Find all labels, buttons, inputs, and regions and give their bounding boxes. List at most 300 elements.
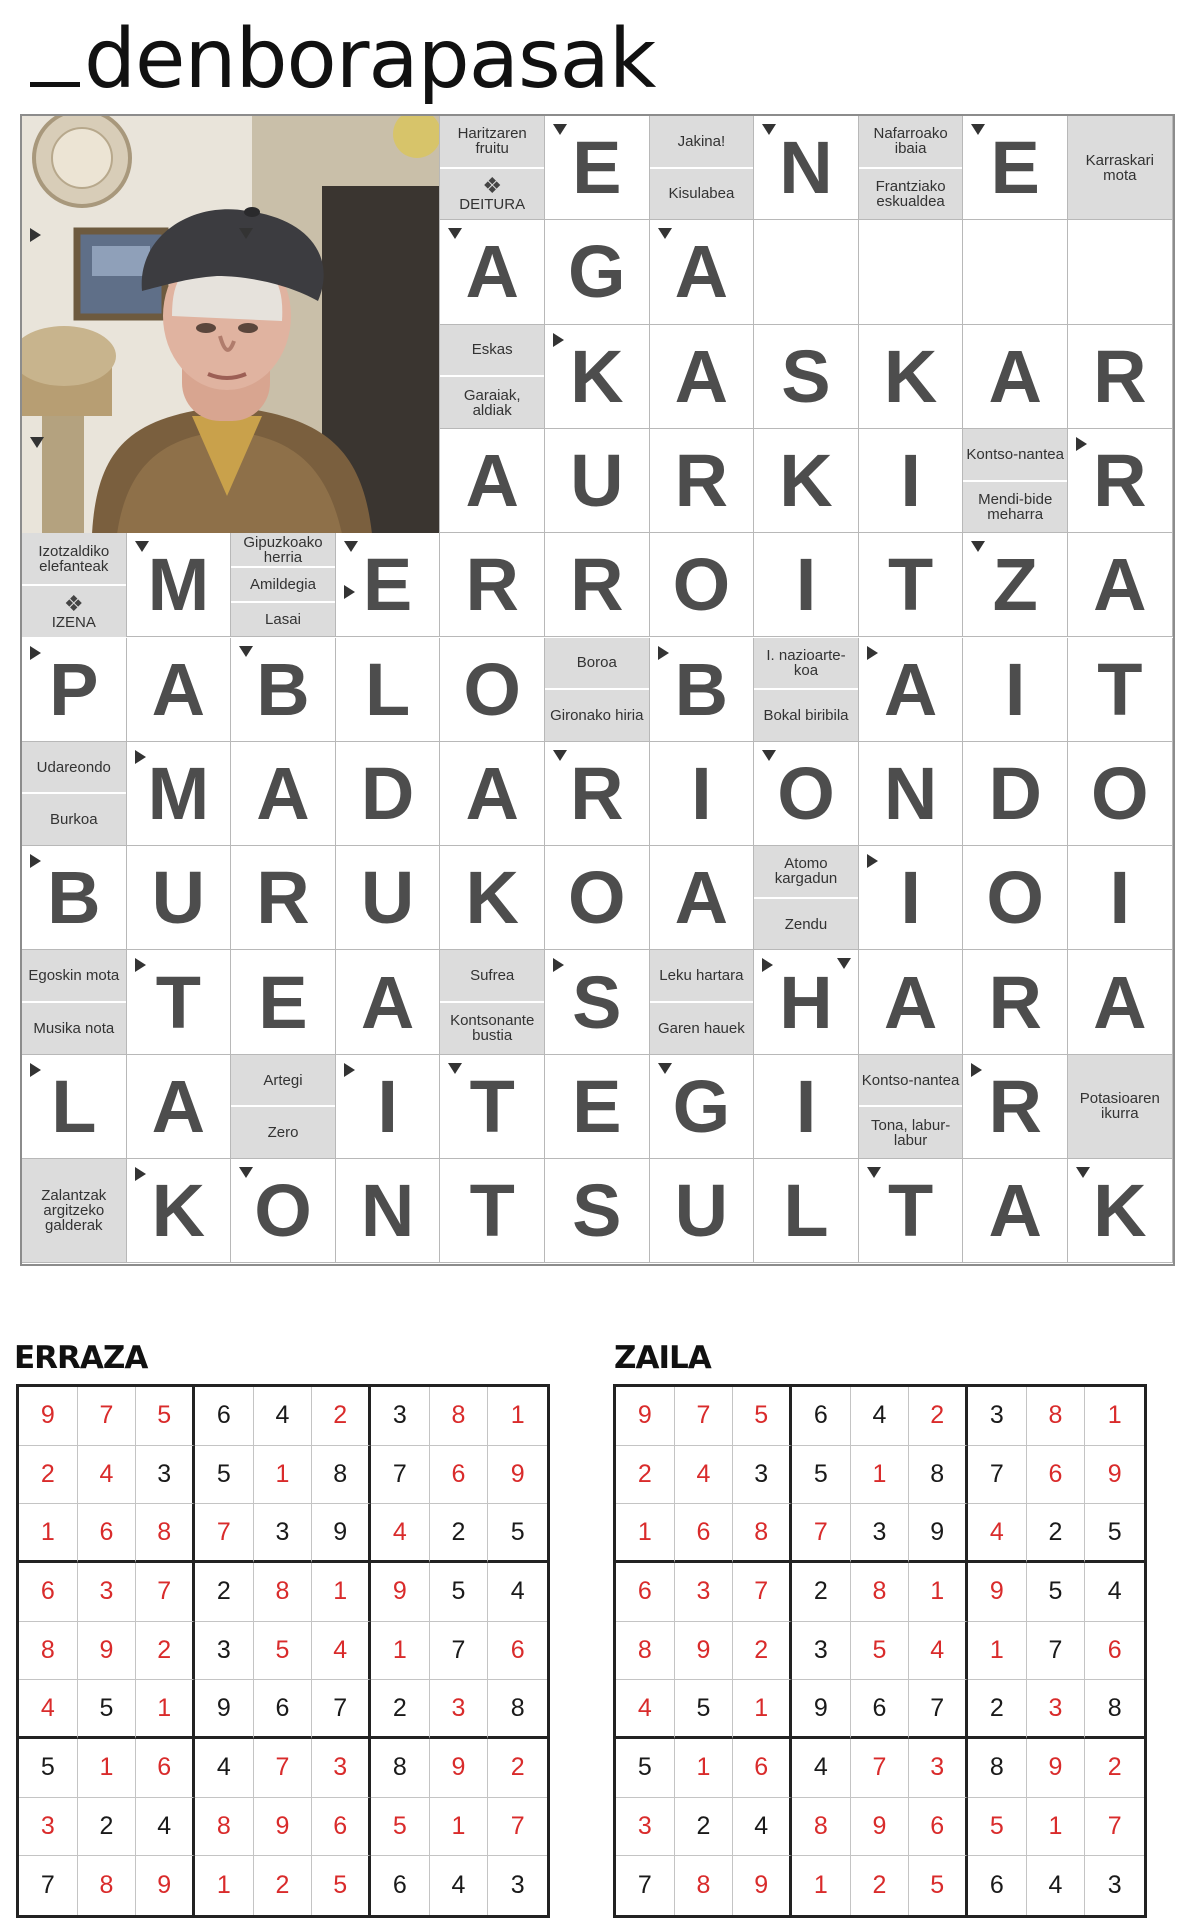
sudoku-cell: 8	[733, 1504, 792, 1563]
crossword-letter: R	[465, 543, 519, 627]
clue-cell	[22, 950, 127, 1054]
crossword-letter: T	[469, 1169, 515, 1253]
sudoku-cell: 1	[371, 1622, 430, 1681]
crossword-letter: K	[1093, 1169, 1147, 1253]
arrow-down-icon	[971, 124, 985, 135]
sudoku-cell: 9	[851, 1798, 910, 1857]
crossword-letter: R	[256, 856, 310, 940]
sudoku-cell: 4	[195, 1739, 254, 1798]
sudoku-cell: 4	[488, 1563, 547, 1622]
sudoku-cell: 3	[968, 1387, 1027, 1446]
crossword-letter: B	[47, 856, 101, 940]
crossword-letter-cell	[545, 846, 650, 950]
sudoku-cell: 3	[195, 1622, 254, 1681]
clue-part	[754, 846, 858, 897]
crossword-letter: G	[672, 1064, 731, 1148]
clue-part	[1068, 116, 1172, 219]
sudoku-cell: 1	[851, 1446, 910, 1505]
sudoku-cell: 9	[19, 1387, 78, 1446]
arrow-right-icon	[867, 646, 878, 660]
sudoku-cell: 2	[19, 1446, 78, 1505]
arrow-down-icon	[344, 541, 358, 552]
sudoku-cell: 9	[616, 1387, 675, 1446]
crossword-letter-cell	[127, 1055, 232, 1159]
crossword-letter-cell	[545, 1159, 650, 1263]
crossword-letter: U	[674, 1169, 729, 1253]
sudoku-cell: 8	[371, 1739, 430, 1798]
crossword-letter: T	[469, 1064, 515, 1148]
crossword-letter-cell	[545, 533, 650, 637]
crossword-letter: L	[364, 647, 411, 731]
crossword-letter: R	[1093, 334, 1147, 418]
sudoku-cell: 4	[733, 1798, 792, 1857]
sudoku-cell: 5	[195, 1446, 254, 1505]
diamond-icon: ❖	[482, 173, 503, 199]
clue-cell	[440, 950, 545, 1054]
arrow-down-icon	[762, 124, 776, 135]
crossword-letter-cell	[650, 325, 755, 429]
sudoku-cell: 1	[733, 1680, 792, 1739]
crossword-letter-cell	[963, 638, 1068, 742]
sudoku-cell: 5	[616, 1739, 675, 1798]
crossword-letter: A	[256, 751, 310, 835]
sudoku-cell: 1	[675, 1739, 734, 1798]
clue-text: Bokal biribila	[763, 706, 849, 724]
crossword-letter: R	[570, 751, 624, 835]
crossword-letter-cell	[650, 1159, 755, 1263]
arrow-right-icon	[867, 854, 878, 868]
crossword-letter-cell	[754, 1055, 859, 1159]
crossword-letter: A	[674, 334, 729, 418]
sudoku-cell: 6	[792, 1387, 851, 1446]
crossword-letter: B	[256, 647, 310, 731]
sudoku-cell: 3	[430, 1680, 489, 1739]
crossword-letter-cell	[336, 638, 441, 742]
sudoku-cell: 6	[1027, 1446, 1086, 1505]
sudoku-cell: 9	[371, 1563, 430, 1622]
arrow-down-icon	[239, 228, 253, 239]
crossword-letter: A	[1093, 543, 1147, 627]
arrow-right-icon	[30, 854, 41, 868]
clue-text: Zero	[267, 1124, 299, 1142]
crossword-letter: O	[672, 543, 731, 627]
clue-text: Eskas	[471, 341, 513, 359]
arrow-right-icon	[30, 646, 41, 660]
clue-text: Haritzaren fruitu	[457, 125, 527, 158]
crossword-letter: E	[362, 543, 413, 627]
sudoku-cell: 9	[430, 1739, 489, 1798]
sudoku-cell: 7	[909, 1680, 968, 1739]
clue-text: Jakina!	[677, 132, 726, 150]
title-underscore	[30, 82, 80, 87]
sudoku-cell: 8	[792, 1798, 851, 1857]
clue-cell	[859, 1055, 964, 1159]
sudoku-cell: 7	[254, 1739, 313, 1798]
crossword-letter: I	[795, 543, 817, 627]
arrow-down-icon	[135, 541, 149, 552]
clue-text: Zalantzak argitzeko galderak	[41, 1187, 107, 1235]
sudoku-cell: 3	[1107, 1871, 1122, 1900]
sudoku-cell: 3	[254, 1504, 313, 1563]
crossword-letter: T	[1097, 647, 1143, 731]
sudoku-cell: 8	[78, 1856, 137, 1915]
crossword-letter: D	[988, 751, 1042, 835]
sudoku-cell: 7	[1085, 1798, 1144, 1857]
crossword-letter: I	[377, 1064, 398, 1148]
sudoku-cell: 7	[675, 1387, 734, 1446]
clue-text: DEITURA	[459, 196, 526, 214]
sudoku-cell: 1	[909, 1563, 968, 1622]
clue-part	[22, 533, 126, 584]
sudoku-cell: 9	[733, 1856, 792, 1915]
sudoku-cell: 2	[430, 1504, 489, 1563]
crossword-letter: A	[883, 960, 938, 1044]
clue-cell	[440, 325, 545, 429]
crossword-letter-cell	[754, 429, 859, 533]
sudoku-cell: 8	[616, 1622, 675, 1681]
sudoku-cell: 4	[1027, 1856, 1086, 1915]
crossword-letter: A	[151, 647, 206, 731]
clue-text: Gironako hiria	[550, 706, 644, 724]
crossword-letter: Z	[992, 543, 1038, 627]
clue-part	[754, 897, 858, 950]
crossword-letter-cell	[754, 533, 859, 637]
crossword-letter-cell	[127, 638, 232, 742]
crossword-letter: N	[883, 751, 938, 835]
clue-text: Burkoa	[50, 811, 98, 829]
crossword-letter: I	[1109, 856, 1131, 940]
sudoku-cell: 3	[909, 1739, 968, 1798]
clue-text: Lasai	[265, 611, 301, 629]
crossword-letter-cell	[336, 950, 441, 1054]
sudoku-cell: 1	[78, 1739, 137, 1798]
clue-part	[440, 167, 544, 220]
crossword-grid	[20, 114, 1175, 1266]
sudoku-cell: 7	[78, 1387, 137, 1446]
sudoku-cell: 3	[19, 1798, 78, 1857]
sudoku-cell: 3	[792, 1622, 851, 1681]
sudoku-cell: 8	[968, 1739, 1027, 1798]
crossword-letter: U	[570, 439, 624, 523]
clue-text: Garaiak, aldiak	[463, 386, 521, 419]
arrow-right-icon	[1076, 437, 1087, 451]
crossword-letter: S	[781, 334, 831, 418]
sudoku-cell: 5	[19, 1739, 78, 1798]
clue-cell	[22, 533, 127, 637]
sudoku-cell: 2	[1027, 1504, 1086, 1563]
sudoku-cell: 6	[371, 1856, 430, 1915]
crossword-letter-cell	[440, 742, 545, 846]
crossword-letter-cell	[963, 1159, 1068, 1263]
crossword-letter-cell	[440, 429, 545, 533]
sudoku-cell: 4	[371, 1504, 430, 1563]
sudoku-cell: 9	[488, 1446, 547, 1505]
arrow-down-icon	[239, 646, 253, 657]
clue-text: Sufrea	[470, 967, 515, 985]
arrow-down-icon	[553, 750, 567, 761]
clue-part	[963, 480, 1067, 533]
crossword-letter: R	[570, 543, 624, 627]
sudoku-cell: 4	[430, 1856, 489, 1915]
arrow-right-icon	[658, 646, 669, 660]
crossword-letter: A	[674, 856, 729, 940]
crossword-letter-cell	[963, 220, 1068, 324]
crossword-photo	[22, 116, 440, 534]
clue-cell	[231, 1055, 336, 1159]
crossword-letter-cell	[545, 220, 650, 324]
crossword-letter-cell	[336, 846, 441, 950]
clue-part	[859, 167, 963, 220]
clue-text: Kontso-nantea	[966, 445, 1064, 463]
sudoku-cell: 7	[136, 1563, 195, 1622]
sudoku-cell: 2	[1085, 1739, 1144, 1798]
sudoku-cell: 1	[616, 1504, 675, 1563]
arrow-right-icon	[135, 1167, 146, 1181]
sudoku-cell: 9	[1085, 1446, 1144, 1505]
sudoku-cell: 9	[195, 1680, 254, 1739]
sudoku-cell: 2	[371, 1680, 430, 1739]
crossword-letter: A	[465, 751, 519, 835]
clue-text: Amildegia	[250, 576, 316, 594]
sudoku-cell: 2	[616, 1446, 675, 1505]
sudoku-cell: 4	[19, 1680, 78, 1739]
crossword-letter: A	[674, 230, 729, 314]
sudoku-cell: 6	[488, 1622, 547, 1681]
crossword-letter-cell	[545, 429, 650, 533]
clue-part	[440, 375, 544, 428]
arrow-down-icon	[553, 124, 567, 135]
sudoku-cell: 6	[78, 1504, 137, 1563]
crossword-letter: I	[900, 439, 921, 523]
crossword-letter-cell	[336, 1159, 441, 1263]
crossword-letter: E	[990, 126, 1040, 210]
sudoku-cell: 6	[968, 1856, 1027, 1915]
sudoku-cell: 4	[1085, 1563, 1144, 1622]
clue-part	[440, 1001, 544, 1054]
arrow-down-icon	[971, 541, 985, 552]
crossword-letter: A	[465, 439, 519, 523]
crossword-letter-cell	[963, 846, 1068, 950]
crossword-letter: T	[887, 543, 934, 627]
clue-cell	[754, 638, 859, 742]
crossword-letter: I	[1004, 647, 1026, 731]
crossword-letter-cell	[754, 220, 859, 324]
crossword-letter-cell	[231, 846, 336, 950]
clue-text: Mendi-bide meharra	[978, 490, 1053, 523]
crossword-letter-cell	[754, 1159, 859, 1263]
arrow-down-icon	[239, 1167, 253, 1178]
clue-text: Artegi	[263, 1071, 303, 1089]
sudoku-cell: 7	[371, 1446, 430, 1505]
crossword-letter: I	[691, 751, 712, 835]
arrow-right-icon	[30, 228, 41, 242]
sudoku-cell: 7	[312, 1680, 371, 1739]
sudoku-cell: 3	[312, 1739, 371, 1798]
sudoku-cell: 2	[488, 1739, 547, 1798]
sudoku-cell: 4	[909, 1622, 968, 1681]
clue-text: Potasioaren ikurra	[1079, 1090, 1160, 1123]
sudoku-cell: 7	[968, 1446, 1027, 1505]
clue-part	[754, 688, 858, 741]
sudoku-cell: 6	[733, 1739, 792, 1798]
clue-part	[650, 1001, 754, 1054]
clue-text: Nafarroako ibaia	[873, 125, 948, 158]
crossword-letter-cell	[754, 325, 859, 429]
sudoku-cell: 4	[851, 1387, 910, 1446]
crossword-letter: R	[674, 439, 729, 523]
sudoku-cell: 2	[733, 1622, 792, 1681]
sudoku-cell: 9	[792, 1680, 851, 1739]
sudoku-cell: 3	[851, 1504, 910, 1563]
crossword-letter-cell	[859, 325, 964, 429]
crossword-letter-cell	[650, 846, 755, 950]
sudoku-cell: 8	[1085, 1680, 1144, 1739]
clue-cell	[22, 742, 127, 846]
clue-part	[231, 566, 335, 601]
crossword-letter: G	[568, 230, 626, 314]
clue-text: Frantziako eskualdea	[875, 177, 946, 210]
crossword-letter-cell	[127, 846, 232, 950]
clue-cell	[1068, 1055, 1173, 1159]
clue-part	[22, 1159, 126, 1262]
sudoku-cell: 3	[1027, 1680, 1086, 1739]
clue-text: Musika nota	[33, 1019, 115, 1037]
sudoku-cell: 1	[488, 1387, 547, 1446]
page-title-text: denborapasak	[84, 12, 656, 107]
crossword-letter-cell	[963, 742, 1068, 846]
clue-part	[859, 116, 963, 167]
sudoku-cell: 1	[1085, 1387, 1144, 1446]
crossword-letter-cell	[859, 429, 964, 533]
sudoku-cell: 5	[792, 1446, 851, 1505]
clue-part	[650, 167, 754, 220]
crossword-letter: A	[883, 647, 938, 731]
crossword-letter-cell	[650, 533, 755, 637]
clue-part	[22, 950, 126, 1001]
crossword-letter-cell	[1068, 325, 1173, 429]
crossword-letter: O	[254, 1169, 312, 1253]
sudoku-cell: 9	[1027, 1739, 1086, 1798]
sudoku-cell: 2	[78, 1798, 137, 1857]
sudoku-cell: 6	[851, 1680, 910, 1739]
sudoku-cell: 3	[78, 1563, 137, 1622]
crossword-letter: P	[49, 647, 99, 731]
crossword-letter: U	[360, 856, 415, 940]
arrow-down-icon	[1076, 1167, 1090, 1178]
clue-cell	[22, 1159, 127, 1263]
crossword-letter: D	[360, 751, 415, 835]
crossword-letter: R	[1093, 439, 1147, 523]
sudoku-cell: 4	[78, 1446, 137, 1505]
crossword-letter: R	[988, 960, 1042, 1044]
clue-part	[545, 688, 649, 741]
crossword-letter: T	[155, 960, 201, 1044]
sudoku-cell: 9	[909, 1504, 968, 1563]
crossword-letter: S	[572, 1169, 622, 1253]
sudoku-cell: 7	[1027, 1622, 1086, 1681]
sudoku-easy-title: ERRAZA	[14, 1340, 148, 1376]
sudoku-cell: 1	[195, 1856, 254, 1915]
sudoku-cell: 7	[488, 1798, 547, 1857]
sudoku-cell: 1	[312, 1563, 371, 1622]
crossword-letter: K	[465, 856, 519, 940]
sudoku-cell: 8	[136, 1504, 195, 1563]
sudoku-cell: 1	[792, 1856, 851, 1915]
sudoku-cell: 3	[675, 1563, 734, 1622]
crossword-letter: O	[986, 856, 1044, 940]
clue-text: Egoskin mota	[28, 967, 120, 985]
crossword-letter: O	[463, 647, 521, 731]
clue-text: Karraskari mota	[1085, 151, 1154, 184]
clue-part	[545, 638, 649, 689]
arrow-right-icon	[553, 333, 564, 347]
arrow-right-icon	[135, 750, 146, 764]
clue-text: Kontso-nantea	[861, 1071, 960, 1089]
arrow-down-icon	[30, 437, 44, 448]
clue-cell	[650, 116, 755, 220]
sudoku-cell: 5	[371, 1798, 430, 1857]
sudoku-cell: 4	[616, 1680, 675, 1739]
crossword-letter-cell	[650, 742, 755, 846]
crossword-letter-cell	[1068, 638, 1173, 742]
clue-part	[231, 533, 335, 566]
sudoku-cell: 6	[195, 1387, 254, 1446]
clue-part	[754, 638, 858, 689]
clue-text: Zendu	[784, 915, 828, 933]
clue-part	[650, 950, 754, 1001]
sudoku-hard-title: ZAILA	[614, 1340, 711, 1376]
clue-part	[440, 950, 544, 1001]
clue-text: Kisulabea	[668, 185, 735, 203]
arrow-down-icon	[448, 228, 462, 239]
crossword-letter-cell	[440, 1159, 545, 1263]
arrow-right-icon	[344, 1063, 355, 1077]
clue-cell	[1068, 116, 1173, 220]
sudoku-cell: 5	[78, 1680, 137, 1739]
sudoku-cell: 3	[733, 1446, 792, 1505]
arrow-right-icon	[553, 958, 564, 972]
elderly-man-portrait-image	[22, 116, 440, 534]
crossword-letter: E	[258, 960, 308, 1044]
sudoku-cell: 5	[488, 1504, 547, 1563]
clue-part	[963, 429, 1067, 480]
clue-part	[440, 116, 544, 167]
sudoku-cell: 8	[909, 1446, 968, 1505]
sudoku-cell: 2	[254, 1856, 313, 1915]
sudoku-cell: 8	[1027, 1387, 1086, 1446]
sudoku-cell: 8	[675, 1856, 734, 1915]
sudoku-cell: 2	[195, 1563, 254, 1622]
arrow-right-icon	[762, 958, 773, 972]
crossword-letter-cell	[336, 742, 441, 846]
crossword-letter: A	[151, 1064, 206, 1148]
crossword-letter-cell	[1068, 950, 1173, 1054]
sudoku-cell: 4	[968, 1504, 1027, 1563]
sudoku-cell: 7	[851, 1739, 910, 1798]
crossword-letter-cell	[859, 220, 964, 324]
clue-text: Izotzaldiko elefanteak	[38, 542, 110, 575]
crossword-letter: I	[900, 856, 921, 940]
sudoku-cell: 5	[733, 1387, 792, 1446]
sudoku-cell: 5	[675, 1680, 734, 1739]
arrow-down-icon	[837, 958, 851, 969]
crossword-letter: I	[795, 1064, 817, 1148]
crossword-letter: U	[151, 856, 206, 940]
arrow-down-icon	[448, 1063, 462, 1074]
sudoku-cell: 7	[19, 1856, 78, 1915]
arrow-down-icon	[658, 228, 672, 239]
crossword-letter: N	[779, 126, 833, 210]
